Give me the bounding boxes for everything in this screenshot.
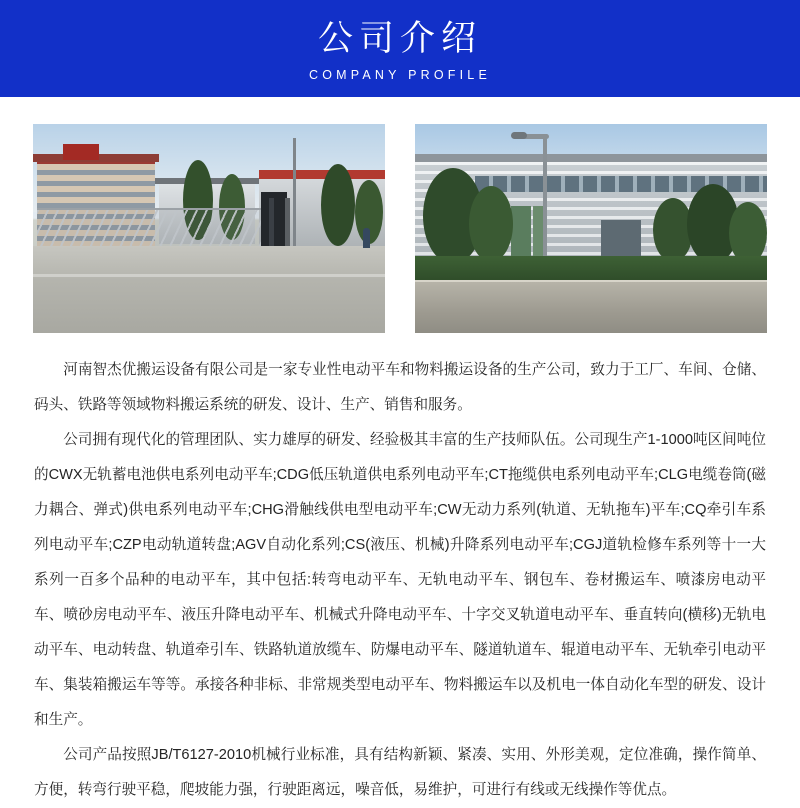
paragraph-2: 公司拥有现代化的管理团队、实力雄厚的研发、经验极其丰富的生产技师队伍。公司现生产1-1000吨区间吨位的CWX无轨蓄电池供电系列电动平车;CDG低压轨道供电系列电动平车;CT拖缆供电系列电动平车;CLG电缆卷筒(磁力耦合、弹式)供电系列电动平车;CHG滑触线供电型电动平车;CW无动力系列(轨道、无轨拖车)平车;CQ牵引车系列电动平车;CZP电动轨道转盘;AGV自动化系列;CS(液压、机械)升降系列电动平车;CGJ道轨检修车系列等十一大系列一百多个品种的电动平车，其中包括:转弯电动平车、无轨电动平车、钢包车、卷材搬运车、喷漆房电动平车、喷砂房电动平车、液压升降电动平车、机械式升降电动平车、十字交叉轨道电动平车、垂直转向(横移)无轨电动平车、电动转盘、轨道牵引车、铁路轨道放缆车、防爆电动平车、隧道轨道车、辊道电动平车、无轨牵引电动平车、集装箱搬运车等等。承接各种非标、非常规类型电动平车、物料搬运车以及机电一体自动化车型的研发、设计和生产。 <box>34 432 766 728</box>
paragraph-1: 河南智杰优搬运设备有限公司是一家专业性电动平车和物料搬运设备的生产公司，致力于工厂、车间、仓储、码头、铁路等领域物料搬运系统的研发、设计、生产、销售和服务。 <box>34 362 766 413</box>
gate-post <box>269 198 274 252</box>
tree <box>321 164 355 246</box>
workshop-exterior-photo <box>415 124 767 333</box>
street-lamp-head <box>511 132 527 139</box>
tree <box>469 186 513 262</box>
tree <box>729 202 767 264</box>
retractable-gate <box>37 208 265 250</box>
gate-post <box>285 198 290 252</box>
ground-pavement <box>33 246 385 333</box>
workshop-roofline <box>415 154 767 162</box>
right-building-stripe <box>259 170 385 179</box>
utility-pole <box>293 138 296 248</box>
gate-kiosk <box>261 192 287 250</box>
factory-gate-photo <box>33 124 385 333</box>
person-figure <box>363 228 370 248</box>
profile-text-body <box>0 333 800 808</box>
road-marking <box>33 274 385 277</box>
ground-pavement <box>415 282 767 333</box>
page-title: 公司介绍 <box>317 18 482 58</box>
paragraph-3: 公司产品按照JB/T6127-2010机械行业标准，具有结构新颖、紧凑、实用、外形美观，定位准确，操作简单、方便，转弯行驶平稳，爬坡能力强，行驶距离远，噪音低，易维护，可进行有线或无线操作等优点。 <box>34 747 766 798</box>
page-header-banner <box>0 0 800 97</box>
page-subtitle: COMPANY PROFILE <box>308 67 491 82</box>
building-sign <box>63 144 99 160</box>
street-lamp-pole <box>543 134 547 264</box>
photo-row <box>0 97 800 333</box>
